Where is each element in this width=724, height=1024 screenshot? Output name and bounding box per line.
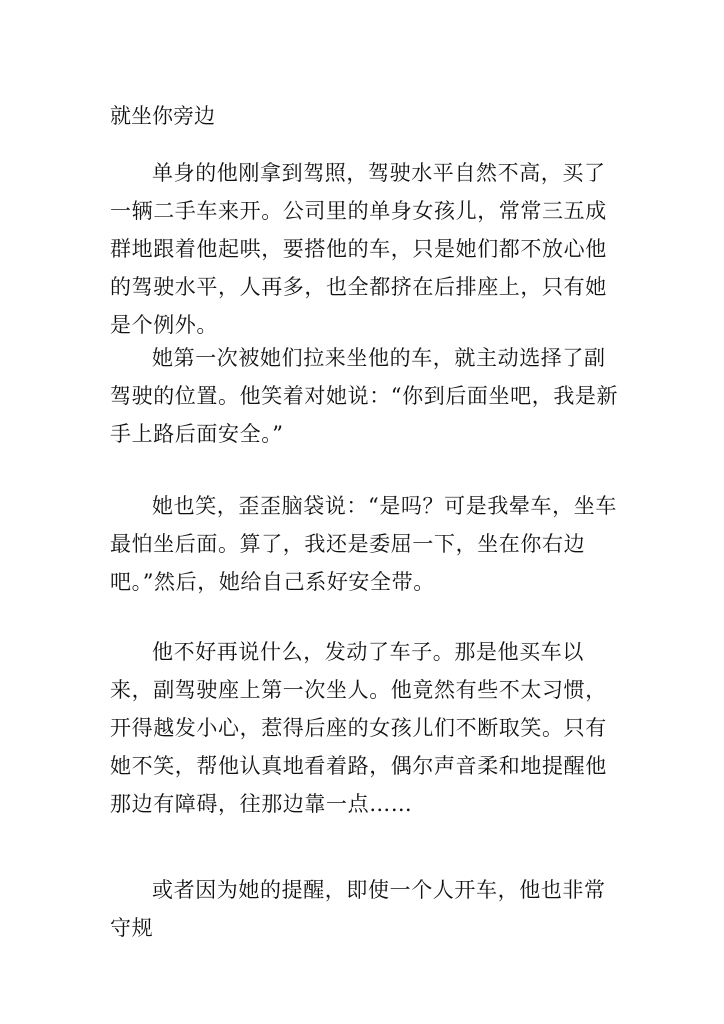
paragraph-3: 她也笑，歪歪脑袋说：“是吗？可是我晕车，坐车最怕坐后面。算了，我还是委屈一下，坐在你右边吧。”然后，她给自己系好安全带。 [110,494,617,594]
paragraph-5: 或者因为她的提醒，即使一个人开车，他也非常守规 [110,878,606,940]
paragraph-1: 单身的他刚拿到驾照，驾驶水平自然不高，买了一辆二手车来开。公司里的单身女孩儿，常常三五成群地跟着他起哄，要搭他的车，只是她们都不放心他的驾驶水平，人再多，也全都挤在后排座上，只有她是个例外。 [110,161,607,337]
paragraph-4: 他不好再说什么，发动了车子。那是他买车以来，副驾驶座上第一次坐人。他竟然有些不太习惯，开得越发小心，惹得后座的女孩儿们不断取笑。只有她不笑，帮他认真地看着路，偶尔声音柔和地提醒他那边有障碍，往那边靠一点…… [110,640,607,816]
paragraph-2: 她第一次被她们拉来坐他的车，就主动选择了副驾驶的位置。他笑着对她说：“你到后面坐吧，我是新手上路后面安全。” [110,346,619,446]
story-title: 就坐你旁边 [110,104,215,128]
